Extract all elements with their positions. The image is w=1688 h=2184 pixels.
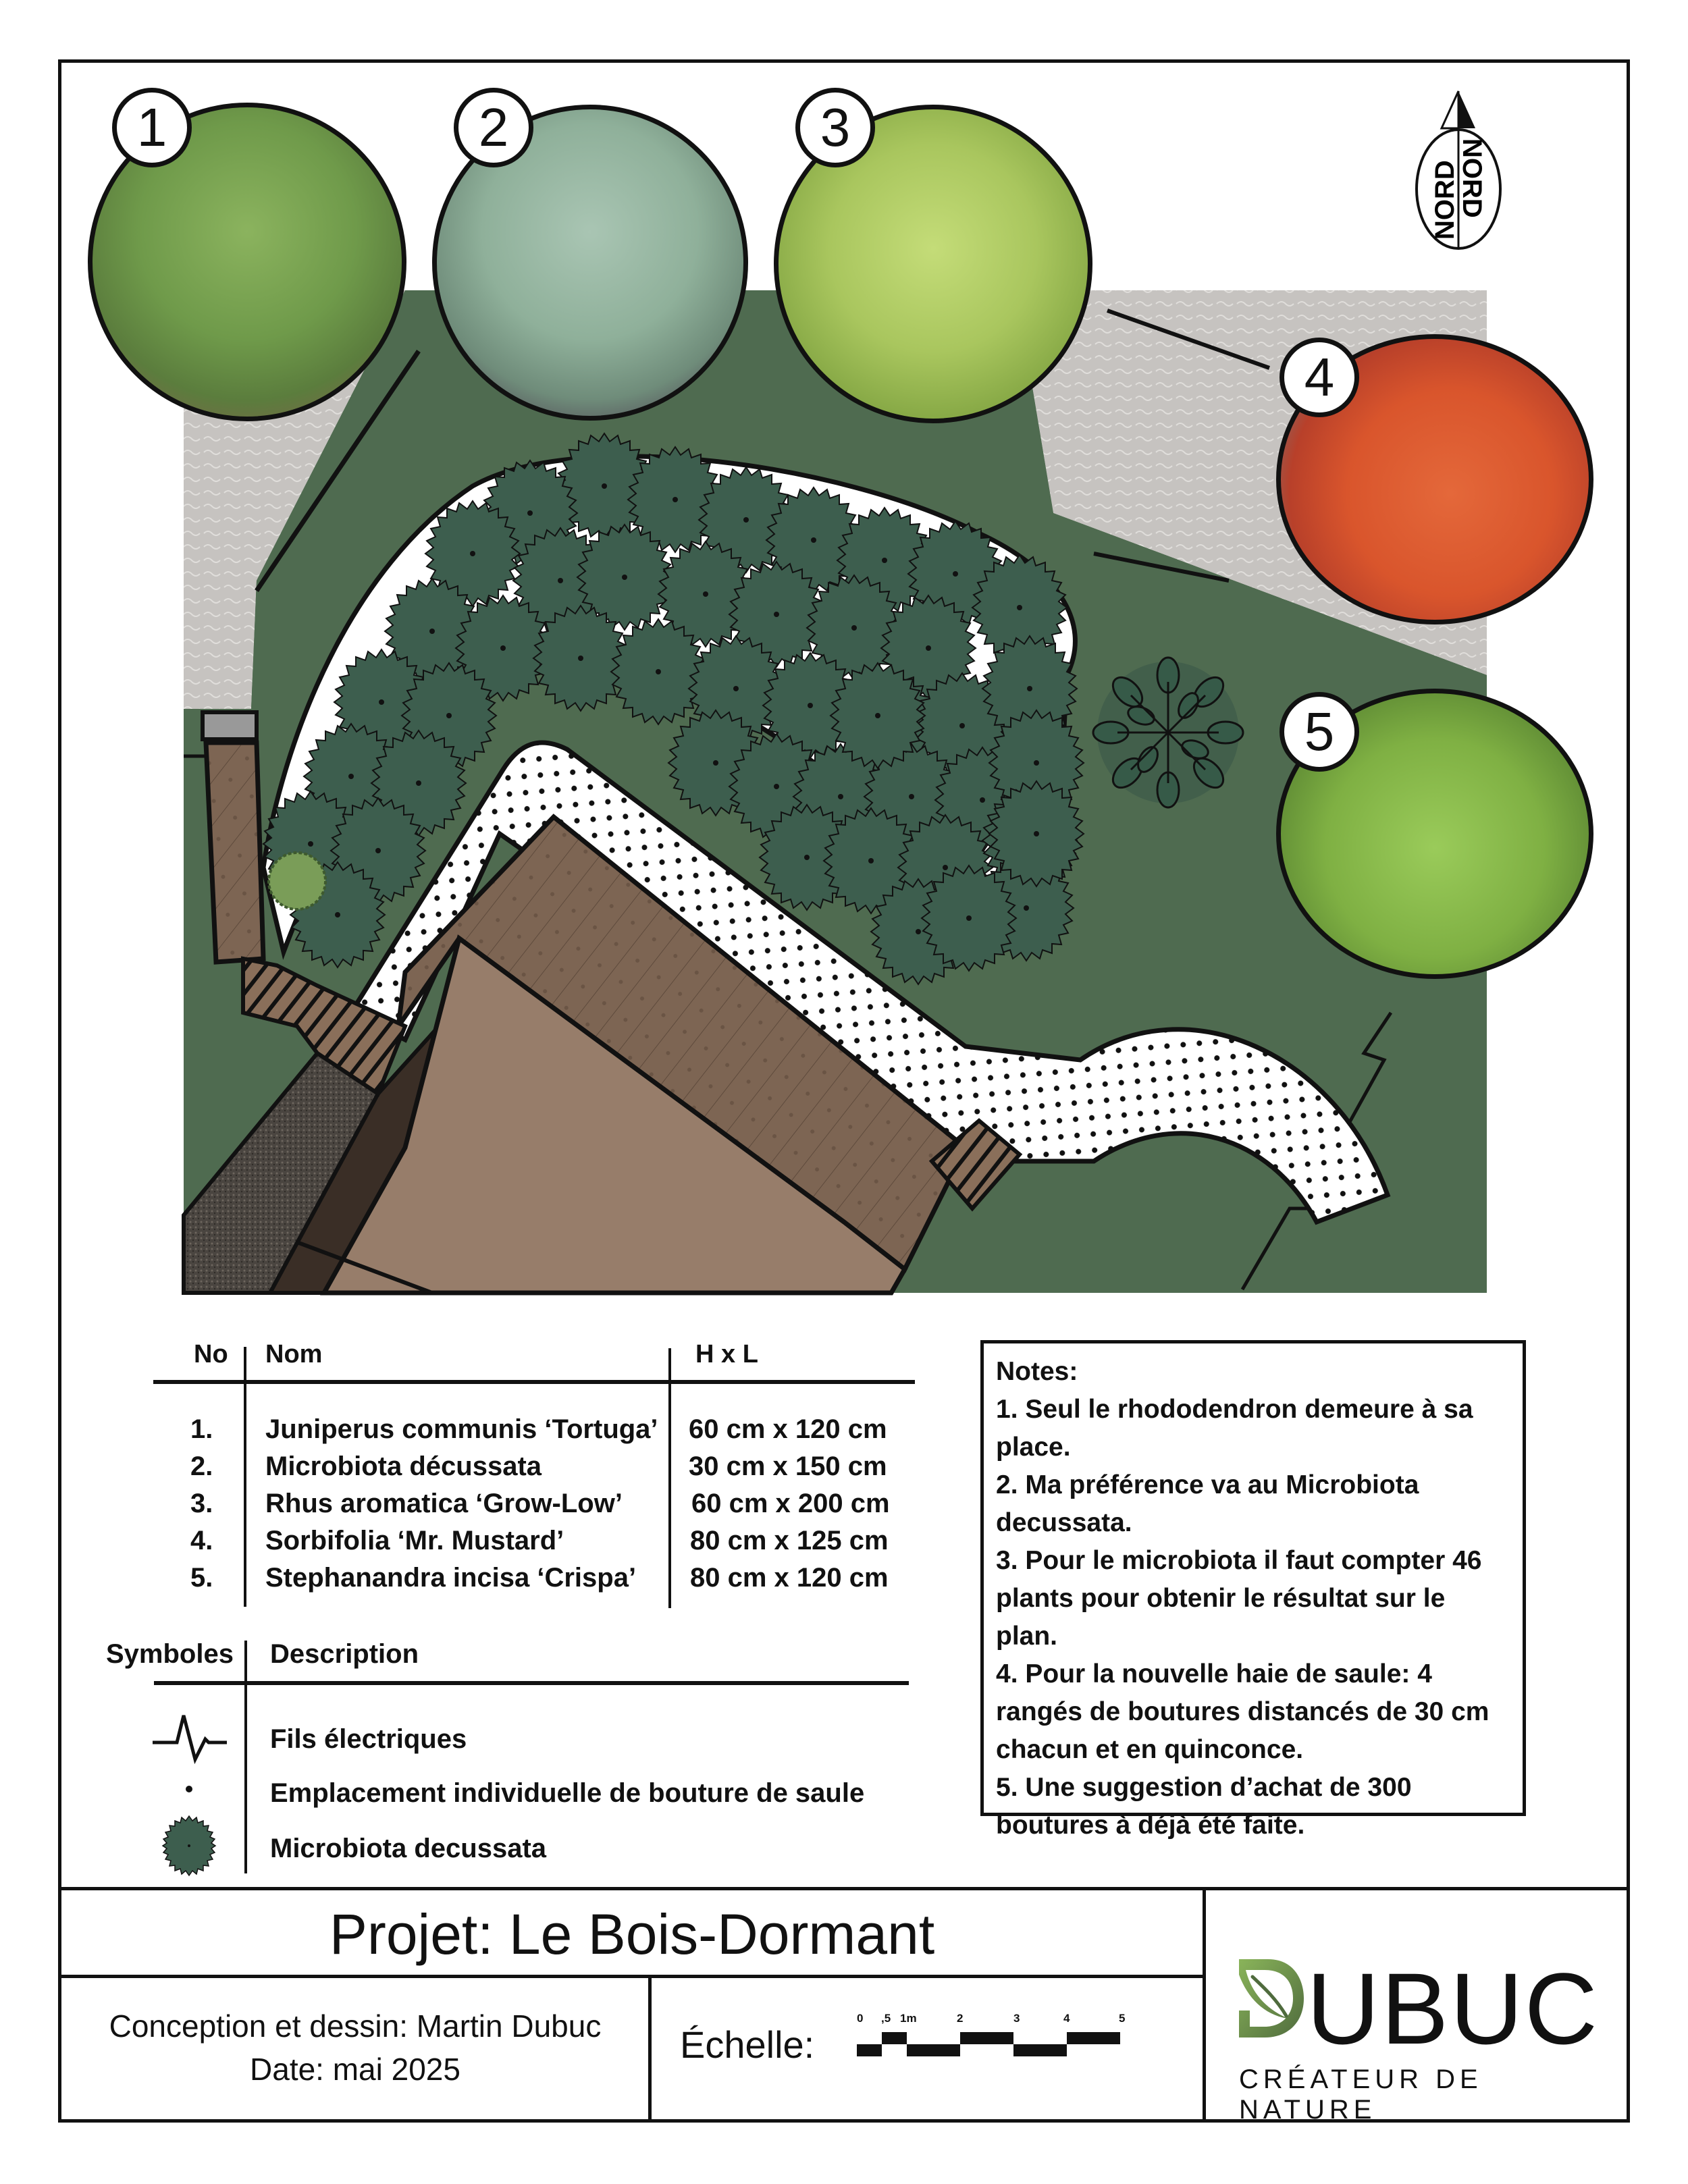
scale-tick: 5 [1119, 2012, 1126, 2025]
symbol-description: Fils électriques [270, 1724, 467, 1754]
notes-title: Notes: [996, 1357, 1078, 1386]
drawing-date: Date: mai 2025 [250, 2051, 460, 2087]
col-header-symbols: Symboles [106, 1639, 234, 1669]
table-row: 2. [190, 1451, 213, 1481]
scale-graphic [857, 2032, 1127, 2059]
table-row: 4. [190, 1526, 213, 1555]
table-row: Stephanandra incisa ‘Crispa’ [265, 1563, 637, 1593]
note-item: 3. Pour le microbiota il faut compter 46 plants pour obtenir le résultat sur le plan. [996, 1546, 1482, 1651]
table-vline [244, 1641, 247, 1873]
table-row: 60 cm x 120 cm [689, 1414, 887, 1444]
table-row: Microbiota décussata [265, 1451, 542, 1481]
willow-cutting-dot-icon [182, 1782, 196, 1796]
scale-tick: 1m [900, 2012, 917, 2025]
photo-number-4: 4 [1280, 338, 1359, 417]
col-header-nom: Nom [265, 1340, 323, 1368]
table-vline [668, 1348, 671, 1608]
microbiota-shrub-icon [161, 1815, 217, 1877]
electric-wire-icon [151, 1712, 229, 1766]
svg-text:NORD: NORD [1430, 160, 1460, 240]
photo-number-2: 2 [454, 88, 533, 167]
table-row: Rhus aromatica ‘Grow-Low’ [265, 1489, 623, 1518]
note-item: 1. Seul le rhododendron demeure à sa place. [996, 1395, 1473, 1462]
table-row: Sorbifolia ‘Mr. Mustard’ [265, 1526, 564, 1555]
table-vline [244, 1347, 246, 1607]
symbol-description: Emplacement individuelle de bouture de saule [270, 1778, 865, 1808]
scale-label: Échelle: [680, 2023, 815, 2066]
north-arrow-icon [1408, 88, 1509, 250]
table-divider [153, 1380, 915, 1384]
svg-text:NORD: NORD [1457, 138, 1487, 218]
col-header-dims: H x L [695, 1340, 758, 1368]
notes-box [980, 1340, 1526, 1840]
col-header-description: Description [270, 1639, 419, 1669]
col-header-no: No [194, 1340, 228, 1368]
logo-tagline: CRÉATEUR DE NATURE [1239, 2065, 1483, 2125]
note-item: 5. Une suggestion d’achat de 300 boutures à déjà été faite. [996, 1773, 1412, 1840]
table-row: 60 cm x 200 cm [691, 1489, 890, 1518]
note-item: 4. Pour la nouvelle haie de saule: 4 rangés de boutures distancés de 30 cm chacun et en quinconce. [996, 1659, 1489, 1764]
table-row: 5. [190, 1563, 213, 1593]
table-row: 30 cm x 150 cm [689, 1451, 887, 1481]
scale-bar [652, 1978, 1202, 2116]
table-row: 80 cm x 125 cm [690, 1526, 889, 1555]
scale-tick: 0 [857, 2012, 864, 2025]
photo-number-1: 1 [112, 88, 192, 167]
scale-tick: ,5 [881, 2012, 891, 2025]
table-row: 3. [190, 1489, 213, 1518]
photo-number-5: 5 [1280, 692, 1359, 772]
table-row: Juniperus communis ‘Tortuga’ [265, 1414, 658, 1444]
designer-credit: Conception et dessin: Martin Dubuc [109, 2008, 602, 2044]
table-row: 80 cm x 120 cm [690, 1563, 889, 1593]
leaf-d-icon [1238, 1958, 1305, 2039]
project-title: Projet: Le Bois-Dormant [329, 1902, 935, 1966]
scale-tick: 3 [1013, 2012, 1020, 2025]
table-row: 1. [190, 1414, 213, 1444]
note-item: 2. Ma préférence va au Microbiota decussata. [996, 1470, 1419, 1537]
logo-wordmark: UBUC [1307, 1952, 1600, 2065]
photo-number-3: 3 [795, 88, 875, 167]
company-logo [1205, 1890, 1627, 2125]
table-divider [154, 1681, 909, 1685]
scale-tick: 4 [1063, 2012, 1070, 2025]
scale-tick: 2 [957, 2012, 964, 2025]
credits [62, 1978, 648, 2116]
symbol-description: Microbiota decussata [270, 1834, 547, 1863]
